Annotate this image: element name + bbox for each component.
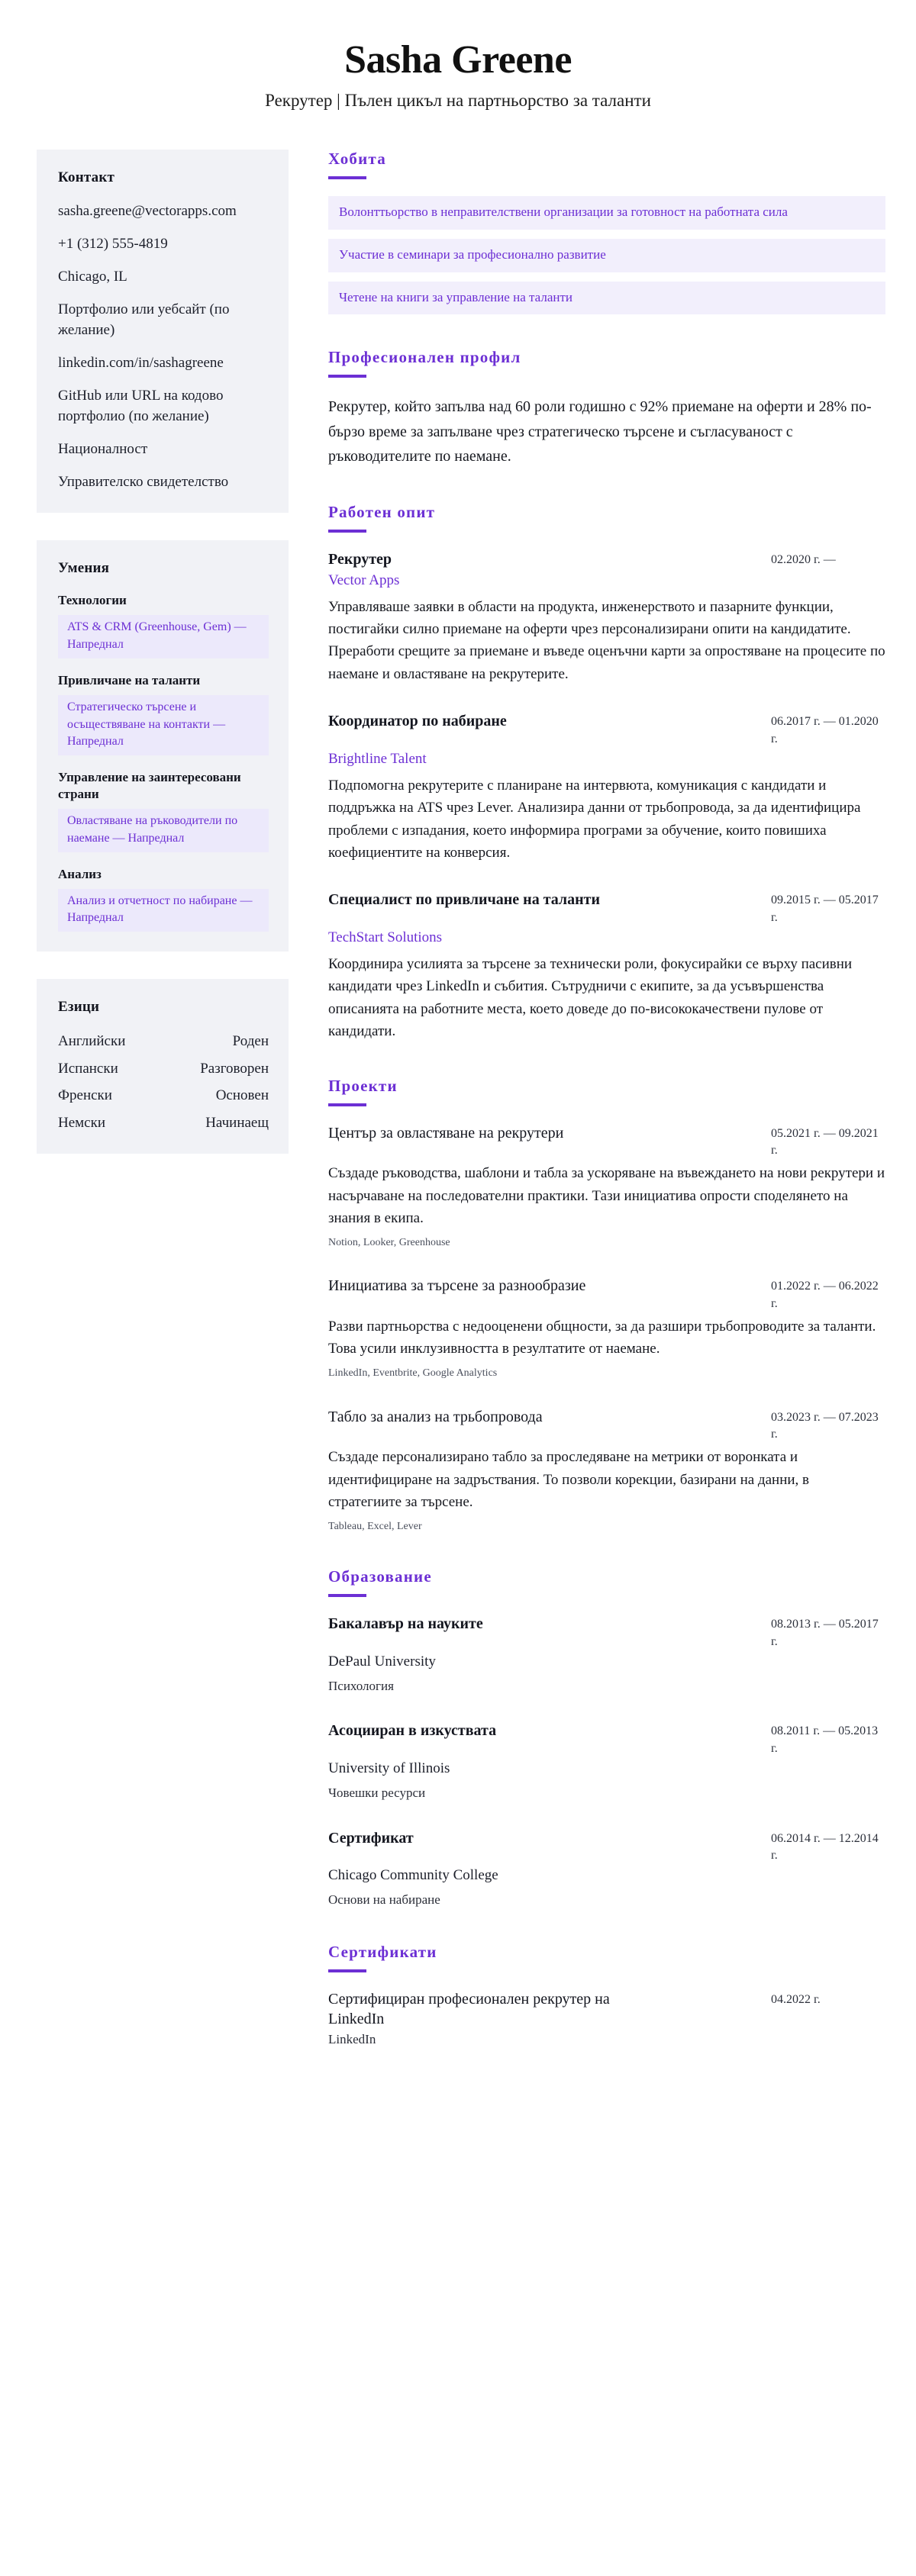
section-hobbies bbox=[328, 150, 885, 314]
sidebar bbox=[37, 150, 289, 1181]
language-name: Английски bbox=[58, 1033, 126, 1050]
skills-card bbox=[37, 540, 289, 952]
job-description: Управляваше заявки в области на продукта, инженерството и пазарните функции, постигайки силно приемане на оферти чрез персонализирани опити на кандидатите. Преработи срещите за приемане и въведе оценъчни карти за опростяване на процесите по наемане и овластяване на рекрутерите. bbox=[328, 598, 885, 682]
job-role: Координатор по набиране bbox=[328, 713, 507, 730]
skill-group-talent-acquisition bbox=[58, 672, 269, 755]
language-name: Испански bbox=[58, 1060, 118, 1077]
skill-chip: Анализ и отчетност по набиране — Напреднал bbox=[58, 889, 269, 932]
contact-github[interactable]: GitHub или URL на кодово портфолио (по желание) bbox=[58, 388, 224, 425]
skill-chip: Овластяване на ръководители по наемане — Напреднал bbox=[58, 809, 269, 852]
experience-title: Работен опит bbox=[328, 502, 436, 521]
certification-name: Сертифициран професионален рекрутер на LinkedIn bbox=[328, 1990, 610, 2028]
language-row bbox=[58, 1058, 269, 1080]
education-school: University of Illinois bbox=[328, 1760, 450, 1777]
section-projects bbox=[328, 1077, 885, 1534]
entry-header bbox=[328, 1989, 885, 2030]
job-company: TechStart Solutions bbox=[328, 929, 443, 946]
education-field: Психология bbox=[328, 1678, 394, 1693]
language-name: Немски bbox=[58, 1114, 106, 1131]
education-degree: Бакалавър на науките bbox=[328, 1615, 483, 1633]
job-dates: 02.2020 г. — bbox=[771, 552, 836, 566]
job-role: Специалист по привличане на таланти bbox=[328, 891, 601, 909]
skill-group-stakeholder-management bbox=[58, 769, 269, 852]
education-entry bbox=[328, 1721, 885, 1802]
project-name: Център за овластяване на рекрутери bbox=[328, 1124, 564, 1141]
entry-header bbox=[328, 1276, 885, 1312]
certification-issuer: LinkedIn bbox=[328, 2032, 376, 2047]
section-divider bbox=[328, 1969, 366, 1972]
skill-chip: ATS & CRM (Greenhouse, Gem) — Напреднал bbox=[58, 615, 269, 658]
project-tech: Tableau, Excel, Lever bbox=[328, 1520, 422, 1532]
education-school: Chicago Community College bbox=[328, 1867, 498, 1884]
languages-card bbox=[37, 979, 289, 1154]
language-level: Начинаещ bbox=[205, 1114, 269, 1131]
resume-header bbox=[0, 0, 916, 119]
contact-location: Chicago, IL bbox=[58, 269, 127, 285]
job-role: Рекрутер bbox=[328, 550, 392, 568]
contact-nationality: Националност bbox=[58, 441, 148, 458]
skill-group-analysis bbox=[58, 866, 269, 932]
language-level: Разговорен bbox=[200, 1060, 269, 1077]
section-profile bbox=[328, 348, 885, 469]
contact-email[interactable]: sasha.greene@vectorapps.com bbox=[58, 203, 237, 220]
certifications-title: Сертификати bbox=[328, 1942, 437, 1961]
entry-header bbox=[328, 711, 885, 748]
contact-card bbox=[37, 150, 289, 513]
languages-title: Езици bbox=[58, 999, 100, 1016]
project-description: Създаде ръководства, шаблони и табла за ускоряване на въвеждането на нови рекрутери и насърчаване на последователни практики. Тази инициатива опрости споделянето на знания в екипа. bbox=[328, 1165, 885, 1227]
skill-group-label: Анализ bbox=[58, 866, 102, 881]
experience-entry bbox=[328, 711, 885, 864]
education-entry bbox=[328, 1614, 885, 1695]
education-degree: Сертификат bbox=[328, 1829, 414, 1847]
skill-group-label: Управление на заинтересовани страни bbox=[58, 769, 241, 802]
education-field: Човешки ресурси bbox=[328, 1785, 426, 1800]
hobby-item: Четене на книги за управление на таланти bbox=[328, 282, 885, 315]
entry-header bbox=[328, 1828, 885, 1865]
project-name: Инициатива за търсене за разнообразие bbox=[328, 1277, 586, 1295]
section-divider bbox=[328, 1103, 366, 1106]
language-row bbox=[58, 1031, 269, 1053]
experience-entry bbox=[328, 549, 885, 686]
project-dates: 01.2022 г. — 06.2022 г. bbox=[771, 1280, 879, 1310]
section-divider bbox=[328, 530, 366, 533]
project-description: Разви партньорства с недооценени общности, за да разшири трьбопроводите за таланти. Това усили инклузивността в резултатите от наемане. bbox=[328, 1319, 876, 1357]
hobby-item: Участие в семинари за професионално развитие bbox=[328, 239, 885, 272]
job-company: Vector Apps bbox=[328, 572, 400, 588]
contact-title: Контакт bbox=[58, 169, 115, 186]
skill-group-technologies bbox=[58, 592, 269, 658]
section-certifications bbox=[328, 1943, 885, 2050]
skill-group-label: Привличане на таланти bbox=[58, 672, 201, 687]
education-title: Образование bbox=[328, 1567, 432, 1586]
resume-body bbox=[0, 119, 916, 2049]
language-level: Роден bbox=[232, 1033, 269, 1050]
hobby-item: Волонттьорство в неправителствени организации за готовност на работната сила bbox=[328, 196, 885, 230]
entry-header bbox=[328, 549, 885, 569]
contact-driving-license: Управителско свидетелство bbox=[58, 474, 229, 491]
language-row bbox=[58, 1085, 269, 1107]
certification-dates: 04.2022 г. bbox=[771, 1992, 821, 2006]
main-column bbox=[289, 150, 885, 2049]
certification-entry bbox=[328, 1989, 885, 2050]
candidate-headline: Рекрутер | Пълен цикъл на партньорство за таланти bbox=[265, 90, 651, 110]
section-experience bbox=[328, 503, 885, 1043]
job-description: Подпомогна рекрутерите с планиране на интервюта, комуникация с кандидати и поддръжка на ATS чрез Lever. Анализира данни от трьбопровода, за да идентифицира проблеми с изпадания, което информира програми за обучение, които повишиха коефициентите на конверсия. bbox=[328, 777, 861, 861]
skill-group-label: Технологии bbox=[58, 593, 127, 608]
job-dates: 09.2015 г. — 05.2017 г. bbox=[771, 894, 879, 924]
entry-header bbox=[328, 1614, 885, 1650]
language-level: Основен bbox=[215, 1087, 269, 1104]
project-description: Създаде персонализирано табло за проследяване на метрики от воронката и идентифициране на задръствания. То позволи корекции, базирани на данни, в стратегиите за търсене. bbox=[328, 1449, 809, 1511]
contact-portfolio[interactable]: Портфолио или уебсайт (по желание) bbox=[58, 301, 230, 339]
job-description: Координира усилията за търсене за технически роли, фокусирайки се върху пасивни кандидати чрез LinkedIn и събития. Сътрудничи с екипите, за да усъвършенства описанията на работните места, което доведе до по-висококачествени пулове от кандидати. bbox=[328, 955, 853, 1040]
section-education bbox=[328, 1567, 885, 1909]
job-dates: 06.2017 г. — 01.2020 г. bbox=[771, 715, 879, 745]
project-entry bbox=[328, 1407, 885, 1534]
candidate-name: Sasha Greene bbox=[344, 38, 572, 82]
project-name: Табло за анализ на трьбопровода bbox=[328, 1408, 543, 1425]
hobbies-title: Хобита bbox=[328, 150, 386, 169]
project-dates: 05.2021 г. — 09.2021 г. bbox=[771, 1126, 879, 1157]
entry-header bbox=[328, 1407, 885, 1444]
project-entry bbox=[328, 1276, 885, 1380]
projects-title: Проекти bbox=[328, 1076, 398, 1095]
entry-header bbox=[328, 1721, 885, 1757]
project-entry bbox=[328, 1123, 885, 1251]
education-dates: 08.2011 г. — 05.2013 г. bbox=[771, 1724, 879, 1755]
entry-header bbox=[328, 1123, 885, 1160]
section-divider bbox=[328, 375, 366, 378]
experience-entry bbox=[328, 890, 885, 1042]
education-field: Основи на набиране bbox=[328, 1892, 440, 1907]
project-tech: LinkedIn, Eventbrite, Google Analytics bbox=[328, 1367, 498, 1379]
education-degree: Асоцииран в изкуствата bbox=[328, 1722, 497, 1740]
job-company: Brightline Talent bbox=[328, 751, 427, 768]
education-dates: 06.2014 г. — 12.2014 г. bbox=[771, 1831, 879, 1862]
skills-title: Умения bbox=[58, 560, 110, 577]
language-row bbox=[58, 1113, 269, 1135]
education-entry bbox=[328, 1828, 885, 1909]
project-dates: 03.2023 г. — 07.2023 г. bbox=[771, 1410, 879, 1441]
skill-chip: Стратегическо търсене и осъществяване на контакти — Напреднал bbox=[58, 695, 269, 755]
profile-title: Професионален профил bbox=[328, 348, 521, 367]
contact-linkedin[interactable]: linkedin.com/in/sashagreene bbox=[58, 355, 224, 372]
contact-phone[interactable]: +1 (312) 555-4819 bbox=[58, 236, 168, 253]
education-school: DePaul University bbox=[328, 1653, 436, 1670]
education-dates: 08.2013 г. — 05.2017 г. bbox=[771, 1618, 879, 1648]
project-tech: Notion, Looker, Greenhouse bbox=[328, 1236, 450, 1248]
entry-header bbox=[328, 890, 885, 926]
section-divider bbox=[328, 1594, 366, 1597]
profile-summary: Рекрутер, който запълва над 60 роли годишно с 92% приемане на оферти и 28% по-бързо време за запълване чрез стратегическо търсене и съгласуваност с ръководителите по наемане. bbox=[328, 398, 872, 465]
section-divider bbox=[328, 176, 366, 179]
language-name: Френски bbox=[58, 1087, 112, 1104]
